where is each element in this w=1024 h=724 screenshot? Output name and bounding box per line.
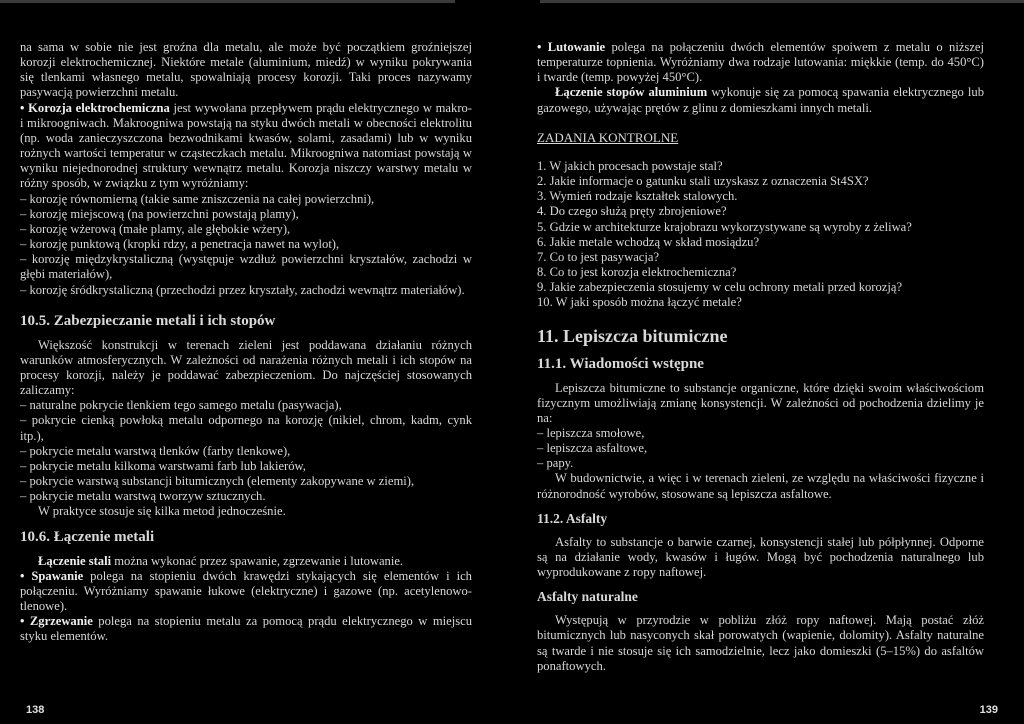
list-item: – korozję punktową (kropki rdzy, a penetracja nawet na wylot),: [20, 237, 340, 252]
list-item: – lepiszcza smołowe,: [537, 425, 645, 440]
paragraph-text: polega na połączeniu dwóch elementów spoiwem z metalu o niższej temperaturze topnienia. Wyróżniamy dwa rodzaje lutowania: miękkie (temp. do 450°C) i twarde (temp. powyżej 450°C).: [537, 40, 985, 85]
list-item: – pokrycie metalu kilkoma warstwami farb lub lakierów,: [20, 458, 306, 473]
list-item: – korozję międzykrystaliczną (występuje wzdłuż powierzchni kryształów, zachodzi w głębi materiałów),: [20, 252, 472, 282]
section-heading-10-5: 10.5. Zabezpieczanie metali i ich stopów: [20, 312, 276, 329]
control-questions-list: [537, 159, 984, 311]
paragraph-laczenie-stali: [20, 554, 472, 569]
question-item: 2. Jakie informacje o gatunku stali uzyskasz z oznaczenia St4SX?: [537, 174, 869, 189]
bold-term: • Zgrzewanie: [20, 614, 93, 629]
question-item: 1. W jakich procesach powstaje stal?: [537, 158, 723, 173]
paragraph: na sama w sobie nie jest groźna dla metalu, ale może być początkiem groźniejszej korozji elektrochemicznej. Niektóre metale (aluminium, miedź) w wyniku pokrywania się tlenkami własnego metalu, spowalniają procesy korozji. Taki proces nazywamy pasywacją powierzchni metalu.: [20, 40, 472, 100]
list-item: – korozję równomierną (takie same zniszczenia na całej powierzchni),: [20, 191, 375, 206]
page-number-right: 139: [979, 704, 998, 716]
paragraph-text: polega na stopieniu metalu za pomocą prądu elektrycznego w miejscu styku elementów.: [20, 614, 472, 644]
paragraph: W praktyce stosuje się kilka metod jednocześnie.: [38, 504, 286, 519]
list-item: – korozję wżerową (małe plamy, ale głębokie wżery),: [20, 221, 291, 236]
paragraph: Występują w przyrodzie w pobliżu złóż ropy naftowej. Mają postać złóż bitumicznych lub nasyconych skał porowatych (wapienie, dolomity). Asfalty naturalne są twarde i nie stosuje się ich samodzielnie, lecz jako domieszki (5–15%) do asfaltów ponaftowych.: [537, 613, 984, 673]
paragraph-lutowanie: [537, 40, 984, 85]
paragraph: Asfalty to substancje o barwie czarnej, konsystencji stałej lub półpłynnej. Odporne są na działanie wody, kwasów i ługów. Mogą być pochodzenia naturalnego lub wyprodukowane z ropy naftowej.: [537, 534, 984, 580]
bold-term: • Lutowanie: [537, 40, 606, 54]
page-number-left: 138: [26, 704, 45, 716]
section-heading-11-1: 11.1. Wiadomości wstępne: [537, 355, 704, 372]
question-item: 3. Wymień rodzaje kształtek stalowych.: [537, 189, 738, 204]
list-item: – pokrycie warstwą substancji bitumicznych (elementy zakopywane w ziemi),: [20, 474, 415, 489]
paragraph-laczenie-aluminium: [537, 85, 984, 115]
list-item: – lepiszcza asfaltowe,: [537, 441, 648, 456]
bold-term: • Spawanie: [20, 568, 84, 583]
section-heading-10-6: 10.6. Łączenie metali: [20, 528, 155, 545]
top-border-left: [0, 0, 455, 3]
left-page-column: [20, 40, 472, 644]
list-item: – pokrycie metalu warstwą tlenków (farby tlenkowe),: [20, 443, 291, 458]
question-item: 4. Do czego służą pręty zbrojeniowe?: [537, 204, 727, 219]
question-item: 8. Co to jest korozja elektrochemiczna?: [537, 265, 737, 280]
paragraph-korozja-elektrochemiczna: [20, 101, 472, 192]
paragraph: W budownictwie, a więc i w terenach zieleni, ze względu na właściwości fizyczne i różnorodność wyrobów, stosowane są lepiszcza asfaltowe.: [537, 471, 984, 501]
bold-term: Łączenie stali: [38, 553, 112, 568]
list-item: – pokrycie cienką powłoką metalu odpornego na korozję (nikiel, chrom, kadm, cynk itp.),: [20, 413, 472, 443]
list-item: – pokrycie metalu warstwą tworzyw sztucznych.: [20, 489, 266, 504]
right-page-column: [537, 40, 984, 674]
question-item: 6. Jakie metale wchodzą w skład mosiądzu?: [537, 234, 760, 249]
question-item: 5. Gdzie w architekturze krajobrazu wykorzystywane są wyroby z żeliwa?: [537, 219, 912, 234]
bold-term: Łączenie stopów aluminium: [555, 85, 708, 100]
list-item: – naturalne pokrycie tlenkiem tego samego metalu (pasywacja),: [20, 398, 342, 413]
bold-term: • Korozja elektrochemiczna: [20, 100, 170, 115]
section-heading-11-2: 11.2. Asfalty: [537, 510, 608, 526]
subsection-heading-asfalty-naturalne: Asfalty naturalne: [537, 589, 638, 605]
top-border-right: [540, 0, 1024, 3]
list-item: – korozję śródkrystaliczną (przechodzi przez kryształy, zachodzi wewnątrz materiałów).: [20, 282, 465, 297]
paragraph: Większość konstrukcji w terenach zieleni jest poddawana działaniu różnych warunków atmosferycznych. W zależności od narażenia różnych metali i ich stopów na procesy korozji, należy je poddawać zabezpieczeniom. Do najczęściej stosowanych zaliczamy:: [20, 337, 472, 398]
chapter-heading-11: 11. Lepiszcza bitumiczne: [537, 325, 728, 346]
control-tasks-heading: ZADANIA KONTROLNE: [537, 129, 679, 145]
question-item: 7. Co to jest pasywacja?: [537, 249, 660, 264]
paragraph-spawanie: [20, 569, 472, 614]
question-item: 10. W jaki sposób można łączyć metale?: [537, 295, 742, 310]
list-item: – papy.: [537, 456, 574, 471]
paragraph-zgrzewanie: [20, 614, 472, 644]
paragraph: Lepiszcza bitumiczne to substancje organiczne, które dzięki swoim właściwościom fizycznym umożliwiają zmianę konsystencji. W zależności od pochodzenia dzielimy je na:: [537, 380, 984, 425]
paragraph-text: polega na stopieniu dwóch krawędzi stykających się elementów i ich połączeniu. Wyróżniamy spawanie łukowe (elektryczne) i gazowe (np. acetylenowo-tlenowe).: [20, 568, 472, 613]
question-item: 9. Jakie zabezpieczenia stosujemy w celu ochrony metali przed korozją?: [537, 280, 903, 295]
paragraph-text: wykonuje się za pomocą spawania elektrycznego lub gazowego, używając prętów z glinu z domieszkami innych metali.: [537, 85, 984, 115]
paragraph-text: można wykonać przez spawanie, zgrzewanie i lutowanie.: [111, 553, 404, 568]
paragraph-text: jest wywołana przepływem prądu elektrycznego w makro- i mikroogniwach. Makroogniwa powstają na styku dwóch metali w obecności elektrolitu (np. woda zanieczyszczona bezwodnikami kwasów, solami, zasadami) lub w wyniku rożnych wartości temperatur w cząsteczkach metalu. Mikroogniwa natomiast powstają w wyniku niejednorodnej struktury wewnątrz metalu. Korozja niszczy warstwy metalu w różny sposób, w związku z tym wyróżniamy:: [20, 100, 472, 191]
list-item: – korozję miejscową (na powierzchni powstają plamy),: [20, 206, 299, 221]
